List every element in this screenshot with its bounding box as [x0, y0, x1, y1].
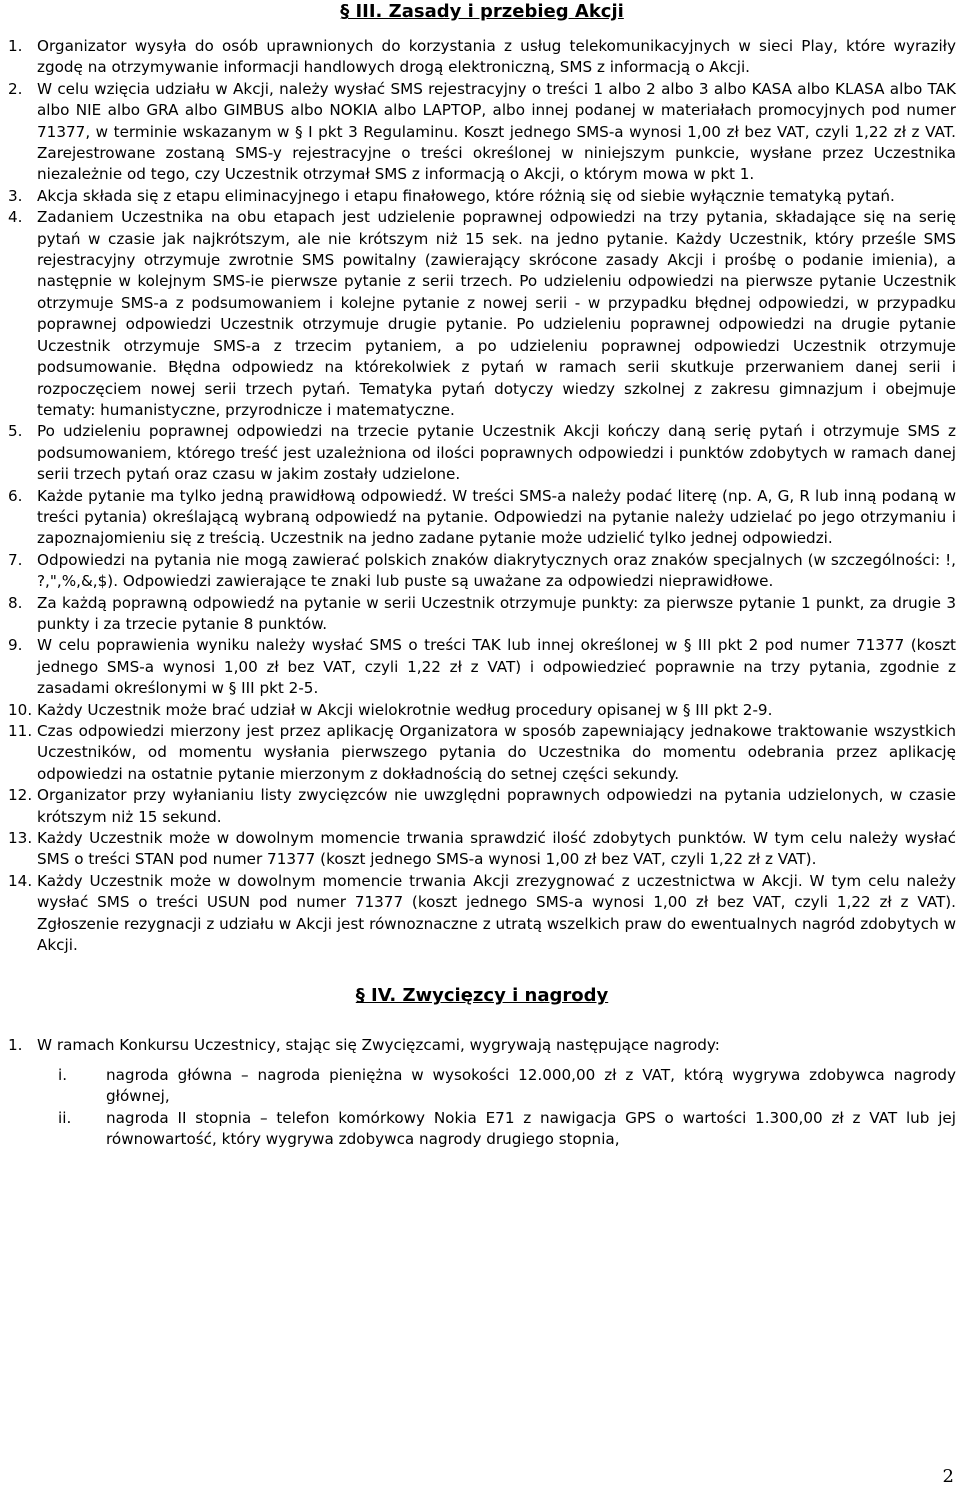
list-item — [8, 1035, 956, 1056]
item-text: Każdy Uczestnik może w dowolnym momencie trwania sprawdzić ilość zdobytych punktów. W tym celu należy wysłać SMS o treści STAN pod numer 71377 (koszt jednego SMS-a wynosi 1,00 zł bez VAT, czyli 1,22 zł z VAT). — [37, 829, 956, 869]
item-text: W celu wzięcia udziału w Akcji, należy wysłać SMS rejestracyjny o treści 1 albo 2 albo 3 albo KASA albo KLASA albo TAK albo NIE albo GRA albo GIMBUS albo NOKIA albo LAPTOP, albo innej podanej w materiałach promocyjnych pod numer 71377, w terminie wskazanym w § I pkt 3 Regulaminu. Koszt jednego SMS-a wynosi 1,00 zł bez VAT, czyli 1,22 zł z VAT. Zarejestrowane zostaną SMS-y rejestracyjne o treści określonej w niniejszym punkcie, wysłane przez Uczestnika niezależnie od tego, czy Uczestnik otrzymał SMS z informacją o Akcji, o którym mowa w pkt 1. — [37, 79, 956, 184]
item-number: 8. — [8, 593, 23, 612]
section-3-list — [8, 36, 956, 956]
item-text: Organizator przy wyłanianiu listy zwycięzców nie uwzględni poprawnych odpowiedzi na pytania udzielonych, w czasie krótszym niż 15 sekund. — [37, 786, 956, 826]
prize-item — [8, 1108, 956, 1151]
list-item — [8, 421, 956, 485]
item-text: Każdy Uczestnik może brać udział w Akcji wielokrotnie według procedury opisanej w § III pkt 2-9. — [37, 700, 773, 719]
item-text: Za każdą poprawną odpowiedź na pytanie w serii Uczestnik otrzymuje punkty: za pierwsze pytanie 1 punkt, za drugie 3 punkty i za trzecie pytanie 8 punktów. — [37, 593, 956, 633]
item-text: Każdy Uczestnik może w dowolnym momencie trwania Akcji zrezygnować z uczestnictwa w Akcji. W tym celu należy wysłać SMS o treści USUN pod numer 71377 (koszt jednego SMS-a wynosi 1,00 zł bez VAT, czyli 1,22 zł z VAT). Zgłoszenie rezygnacji z udziału w Akcji jest równoznaczne z utratą wszelkich praw do ewentualnych nagród zdobytych w Akcji. — [37, 871, 956, 955]
item-number: 7. — [8, 550, 23, 569]
sub-item-number: ii. — [58, 1108, 72, 1127]
sub-item-text: nagroda II stopnia – telefon komórkowy Nokia E71 z nawigacja GPS o wartości 1.300,00 zł z VAT lub jej równowartość, który wygrywa zdobywca nagrody drugiego stopnia, — [106, 1108, 956, 1149]
list-item — [8, 785, 956, 828]
item-text: Akcja składa się z etapu eliminacyjnego i etapu finałowego, które różnią się od siebie wyłącznie tematyką pytań. — [37, 186, 895, 205]
list-item — [8, 207, 956, 421]
section-4-heading: § IV. Zwycięzcy i nagrody — [355, 985, 609, 1007]
list-item — [8, 721, 956, 785]
item-text: Organizator wysyła do osób uprawnionych do korzystania z usług telekomunikacyjnych w sieci Play, które wyraziły zgodę na otrzymywanie informacji handlowych drogą elektroniczną, SMS z informacją o Akcji. — [37, 37, 956, 77]
item-text: W ramach Konkursu Uczestnicy, stając się Zwycięzcami, wygrywają następujące nagrody: — [37, 1036, 720, 1055]
item-number: 2. — [8, 79, 23, 98]
sub-item-number: i. — [58, 1065, 68, 1084]
item-number: 10. — [8, 700, 33, 719]
list-item — [8, 550, 956, 593]
list-item — [8, 79, 956, 186]
prize-sub-list — [8, 1065, 956, 1151]
item-number: 1. — [8, 1036, 23, 1055]
item-text: Odpowiedzi na pytania nie mogą zawierać polskich znaków diakrytycznych oraz znaków specjalnych (w szczególności: !, ?,",%,&,$). Odpowiedzi zawierające te znaki lub puste są uważane za odpowiedzi nieprawidłowe. — [37, 550, 956, 591]
list-item — [8, 871, 956, 957]
item-text: Każde pytanie ma tylko jedną prawidłową odpowiedź. W treści SMS-a należy podać literę (np. A, G, R lub inną podaną w treści pytania) określającą wybraną odpowiedź na pytanie. Odpowiedzi na pytanie należy udzielać po jego otrzymaniu i zapoznajomieniu się z treścią. Uczestnik na jedno zadane pytanie może udzielić tylko jednej odpowiedzi. — [37, 486, 956, 548]
prize-item — [8, 1065, 956, 1108]
item-number: 9. — [8, 636, 23, 655]
item-number: 3. — [8, 186, 23, 205]
document-page — [8, 0, 956, 1151]
item-text: Czas odpowiedzi mierzony jest przez aplikację Organizatora w sposób zapewniający jednakowe traktowanie wszystkich Uczestników, od momentu wysłania pierwszego pytania do Uczestnika do momentu odebrania przez aplikację odpowiedzi na ostatnie pytanie mierzonym z dokładnością do setnej części sekundy. — [37, 722, 956, 783]
page-number: 2 — [942, 1466, 954, 1487]
item-text: Zadaniem Uczestnika na obu etapach jest udzielenie poprawnej odpowiedzi na trzy pytania, składające się na serię pytań w czasie jak najkrótszym, ale nie krótszym niż 15 sek. na jedno pytanie. Każdy Uczestnik, który prześle SMS rejestracyjny otrzymuje zwrotnie SMS powitalny (zawierający skrócone zasady Akcji i prośbę o podanie imienia), a następnie w kolejnym SMS-ie pierwsze pytanie z serii trzech. Po udzieleniu odpowiedzi na pierwsze pytanie Uczestnik otrzymuje SMS-a z podsumowaniem i kolejne pytanie z nowej serii - w przypadku błędnej odpowiedzi, w przypadku poprawnej odpowiedzi Uczestnik otrzymuje drugie pytanie. Po udzieleniu poprawnej odpowiedzi na drugie pytanie Uczestnik otrzymuje SMS-a z trzecim pytaniem, a po udzieleniu poprawnej odpowiedzi Uczestnik otrzymuje podsumowanie. Błędna odpowiedz na którekolwiek z pytań w ramach serii skutkuje przerwaniem danej serii i rozpoczęciem nowej serii trzech pytań. Tematyka pytań dotyczy wiedzy szkolnej z zakresu gimnazjum i obejmuje tematy: humanistyczne, przyrodnicze i matematyczne. — [37, 208, 956, 419]
list-item — [8, 593, 956, 636]
list-item — [8, 186, 956, 207]
item-number: 4. — [8, 208, 23, 227]
item-number: 5. — [8, 422, 23, 441]
list-item — [8, 700, 956, 721]
item-number: 14. — [8, 871, 33, 890]
item-text: W celu poprawienia wyniku należy wysłać SMS o treści TAK lub innej określonej w § III pkt 2 pod numer 71377 (koszt jednego SMS-a wynosi 1,00 zł bez VAT, czyli 1,22 zł z VAT) i odpowiedzieć poprawnie na trzy pytania, zgodnie z zasadami określonymi w § III pkt 2-5. — [37, 636, 956, 698]
list-item — [8, 828, 956, 871]
item-number: 11. — [8, 722, 33, 740]
section-4-list — [8, 1035, 956, 1150]
list-item — [8, 486, 956, 550]
item-number: 1. — [8, 37, 23, 55]
sub-item-text: nagroda główna – nagroda pieniężna w wysokości 12.000,00 zł z VAT, którą wygrywa zdobywca nagrody głównej, — [106, 1065, 956, 1106]
item-text: Po udzieleniu poprawnej odpowiedzi na trzecie pytanie Uczestnik Akcji kończy daną serię pytań i otrzymuje SMS z podsumowaniem, którego treść jest uzależniona od ilości poprawnych odpowiedzi i punktów zdobytych w ramach danej serii trzech pytań oraz czasu w jakim zostały udzielone. — [37, 422, 956, 484]
section-3-heading: § III. Zasady i przebieg Akcji — [340, 1, 624, 22]
list-item — [8, 635, 956, 699]
item-number: 13. — [8, 829, 33, 848]
item-number: 6. — [8, 486, 23, 505]
list-item — [8, 36, 956, 79]
item-number: 12. — [8, 786, 33, 805]
